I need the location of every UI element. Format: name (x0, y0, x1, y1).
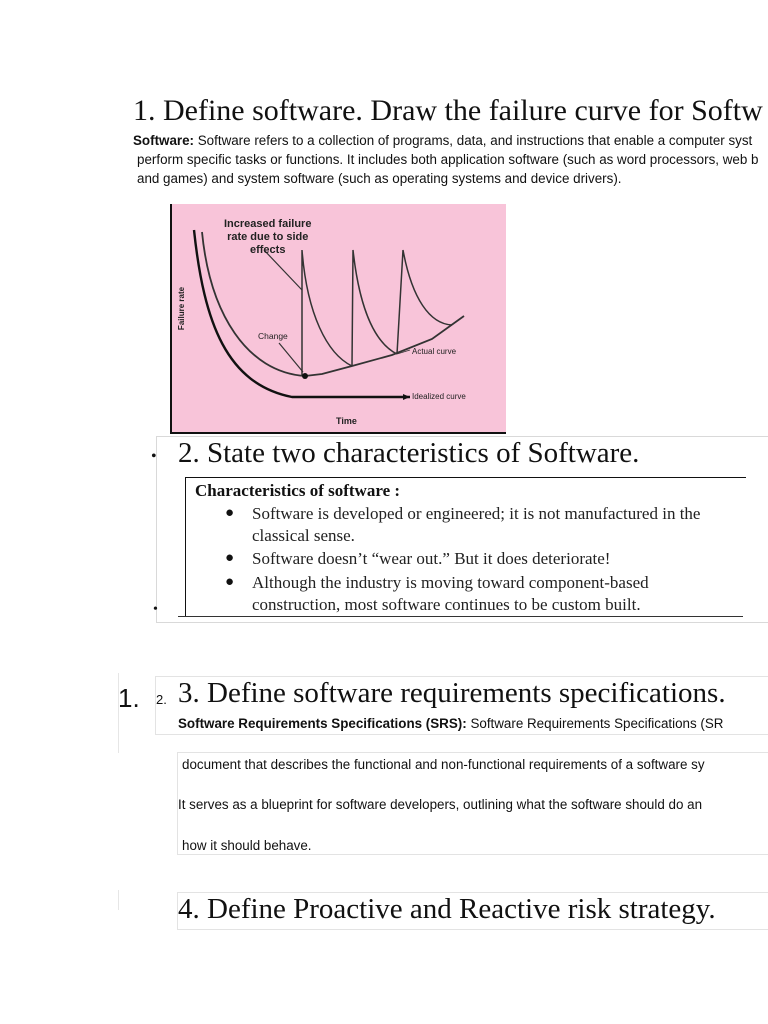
q4-margin-rule (118, 890, 119, 910)
q2-bottom-bullet: • (153, 602, 158, 617)
q3-line-2: document that describes the functional and non-functional requirements of a software sy (182, 757, 705, 772)
q1-heading: 1. Define software. Draw the failure curve for Softw (133, 94, 763, 127)
annotation-line-3: effects (249, 244, 286, 256)
spike-2 (352, 250, 397, 366)
char-bullet-3: ● (225, 574, 235, 590)
actual-curve-label: Actual curve (412, 347, 457, 356)
spike-1 (302, 250, 352, 376)
q3-line-3: It serves as a blueprint for software developers, outlining what the software should do an (178, 797, 703, 812)
q1-line-1: Software refers to a collection of programs, data, and instructions that enable a computer syst (197, 133, 753, 148)
q4-heading: 4. Define Proactive and Reactive risk strategy. (178, 893, 716, 925)
characteristics-title: Characteristics of software : (195, 481, 401, 500)
idealized-arrow-head (403, 394, 410, 400)
q3-inner-number: 2. (156, 692, 167, 707)
q3-heading: 3. Define software requirements specifications. (178, 677, 726, 709)
q2-bullet: • (151, 448, 157, 465)
failure-curve-figure (170, 204, 506, 434)
q3-outer-number: 1. (118, 683, 140, 713)
change-label: Change (258, 331, 288, 341)
char-item-1-line-2: classical sense. (252, 526, 355, 545)
x-axis-label: Time (336, 416, 357, 426)
q3-term: Software Requirements Specifications (SRS): (178, 716, 467, 731)
q3-line-1: Software Requirements Specifications (SR (470, 716, 724, 731)
failure-annotation (224, 218, 311, 257)
annotation-line-2: rate due to side (227, 231, 309, 243)
char-bullet-1: ● (225, 505, 235, 521)
q2-heading: 2. State two characteristics of Software. (178, 437, 640, 469)
spike-3 (397, 250, 452, 354)
change-pointer (279, 343, 303, 372)
q1-paragraph-line-1 (133, 131, 752, 150)
char-item-3-line-1: Although the industry is moving toward component-based (252, 573, 649, 592)
idealized-curve-label: Idealized curve (412, 392, 466, 401)
annotation-line-1: Increased failure (224, 218, 312, 230)
q3-paragraph-line-1 (178, 714, 723, 733)
char-bullet-2: ● (225, 550, 235, 566)
change-point (302, 373, 308, 379)
char-item-1-line-1: Software is developed or engineered; it is not manufactured in the (252, 504, 701, 523)
q1-line-3: and games) and system software (such as operating systems and device drivers). (137, 171, 622, 186)
q3-line-4: how it should behave. (182, 838, 312, 853)
y-axis-label: Failure rate (177, 286, 187, 331)
q1-line-2: perform specific tasks or functions. It includes both application software (such as word processors, web b (137, 152, 759, 167)
char-box-bottom-rule (178, 616, 743, 617)
q1-term: Software: (133, 133, 195, 148)
char-item-2-line-1: Software doesn’t “wear out.” But it does deteriorate! (252, 549, 611, 568)
char-item-3-line-2: construction, most software continues to be custom built. (252, 595, 641, 614)
